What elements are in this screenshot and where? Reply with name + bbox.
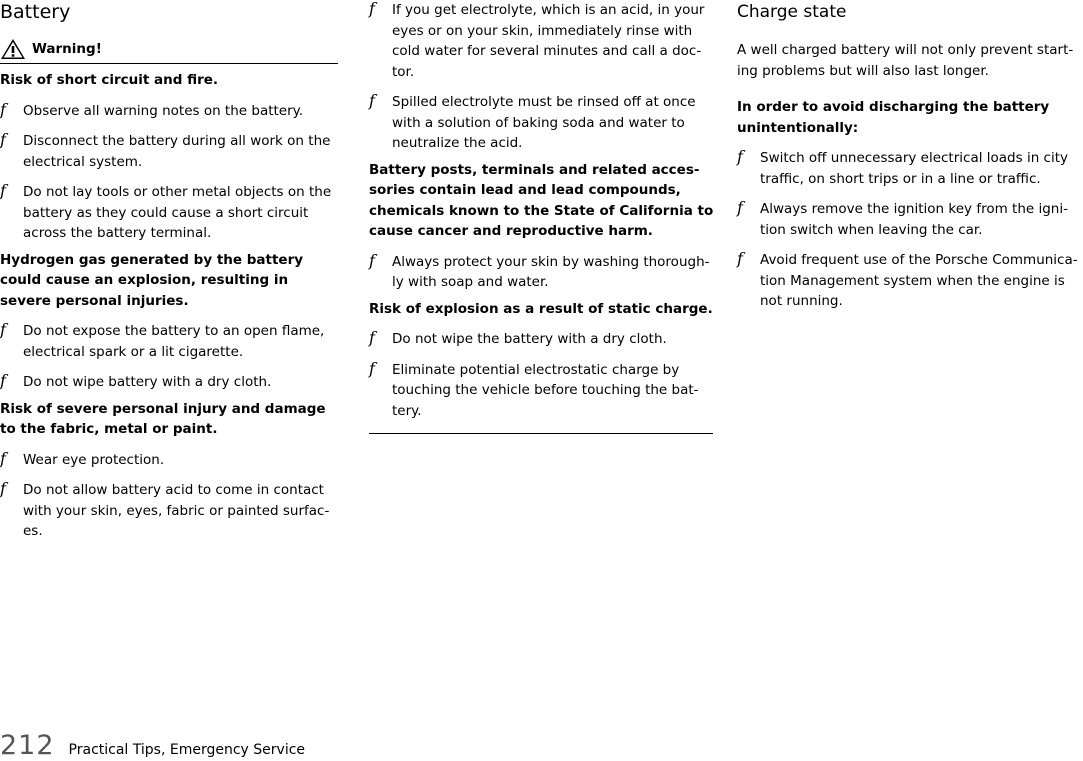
bullet-icon: f: [369, 328, 375, 347]
list-item: f Do not allow battery acid to come in contact with your skin, eyes, fabric or painted surfac-es.: [0, 479, 330, 539]
short-circuit-heading: Risk of short circuit and fire.: [0, 72, 219, 88]
bullet-icon: f: [369, 358, 375, 378]
list-item: f If you get electrolyte, which is an acid, in your eyes or on your skin, immediately rinse with cold water for several minutes and call a doc-tor.: [369, 0, 705, 80]
bullet-icon: f: [737, 147, 743, 166]
list-item: f Disconnect the battery during all work on the electrical system.: [0, 130, 331, 170]
list-item: f Do not lay tools or other metal objects on the battery as they could cause a short circuit across the battery terminal.: [0, 181, 332, 241]
bullet-icon: f: [0, 479, 6, 498]
personal-injury-heading: Risk of severe personal injury and damage to the fabric, metal or paint.: [0, 400, 326, 437]
personal-injury-list: [0, 450, 342, 542]
list-item: f Avoid frequent use of the Porsche Communica-tion Management system when the engine is not running.: [737, 249, 1078, 309]
charge-state-column: [737, 0, 1083, 312]
warning-header: [0, 38, 338, 64]
charge-state-title: Charge state: [737, 2, 847, 22]
list-item: f Do not wipe battery with a dry cloth.: [0, 371, 272, 390]
hydrogen-gas-heading: Hydrogen gas generated by the battery could cause an explosion, resulting in severe personal injuries.: [0, 251, 304, 309]
list-item: f Do not wipe the battery with a dry cloth.: [369, 328, 667, 347]
battery-title: Battery: [0, 1, 71, 23]
warning-end-rule: [369, 433, 713, 434]
list-item: f Do not expose the battery to an open flame, electrical spark or a lit cigarette.: [0, 320, 325, 360]
warning-continued-column: [369, 0, 714, 434]
list-item: f Eliminate potential electrostatic charge by touching the vehicle before touching the bat-tery.: [369, 358, 699, 419]
list-item: f Wear eye protection.: [0, 448, 165, 468]
warning-triangle-icon: [0, 38, 26, 60]
page-footer: [0, 730, 305, 761]
bullet-icon: f: [0, 371, 6, 390]
list-item: f Switch off unnecessary electrical loads in city traffic, on short trips or in a line or traffic.: [737, 147, 1068, 187]
static-charge-heading: Risk of explosion as a result of static charge.: [369, 300, 713, 317]
bullet-icon: f: [369, 91, 375, 110]
lead-compounds-heading: Battery posts, terminals and related acces-sories contain lead and lead compounds, chemicals known to the State of California to cause cancer and reproductive harm.: [369, 161, 714, 239]
lead-compounds-list: [369, 252, 714, 293]
bullet-icon: f: [737, 249, 743, 268]
bullet-icon: f: [737, 198, 743, 217]
short-circuit-list: [0, 101, 342, 244]
bullet-icon: f: [0, 448, 6, 468]
bullet-icon: f: [0, 130, 6, 149]
bullet-icon: f: [369, 250, 375, 270]
bullet-icon: f: [0, 181, 6, 200]
bullet-icon: f: [369, 0, 375, 18]
list-item: f Always remove the ignition key from the igni-tion switch when leaving the car.: [737, 198, 1068, 238]
warning-label: Warning!: [32, 41, 102, 57]
hydrogen-gas-list: [0, 321, 342, 393]
page-number: 212: [0, 730, 55, 761]
bullet-icon: f: [0, 99, 6, 119]
bullet-icon: f: [0, 320, 6, 339]
charge-state-intro: A well charged battery will not only prevent start-ing problems but will also last longer.: [737, 42, 1074, 79]
battery-column: [0, 0, 342, 542]
footer-section-title: Practical Tips, Emergency Service: [68, 742, 306, 758]
list-item: f Observe all warning notes on the battery.: [0, 99, 304, 119]
discharge-list: [737, 148, 1083, 312]
list-item: f Spilled electrolyte must be rinsed off at once with a solution of baking soda and water to neutralize the acid.: [369, 91, 696, 151]
static-charge-list: [369, 329, 714, 421]
discharge-heading: In order to avoid discharging the battery unintentionally:: [737, 99, 1050, 136]
electrolyte-list: [369, 0, 714, 154]
list-item: f Always protect your skin by washing thorough-ly with soap and water.: [369, 250, 710, 290]
